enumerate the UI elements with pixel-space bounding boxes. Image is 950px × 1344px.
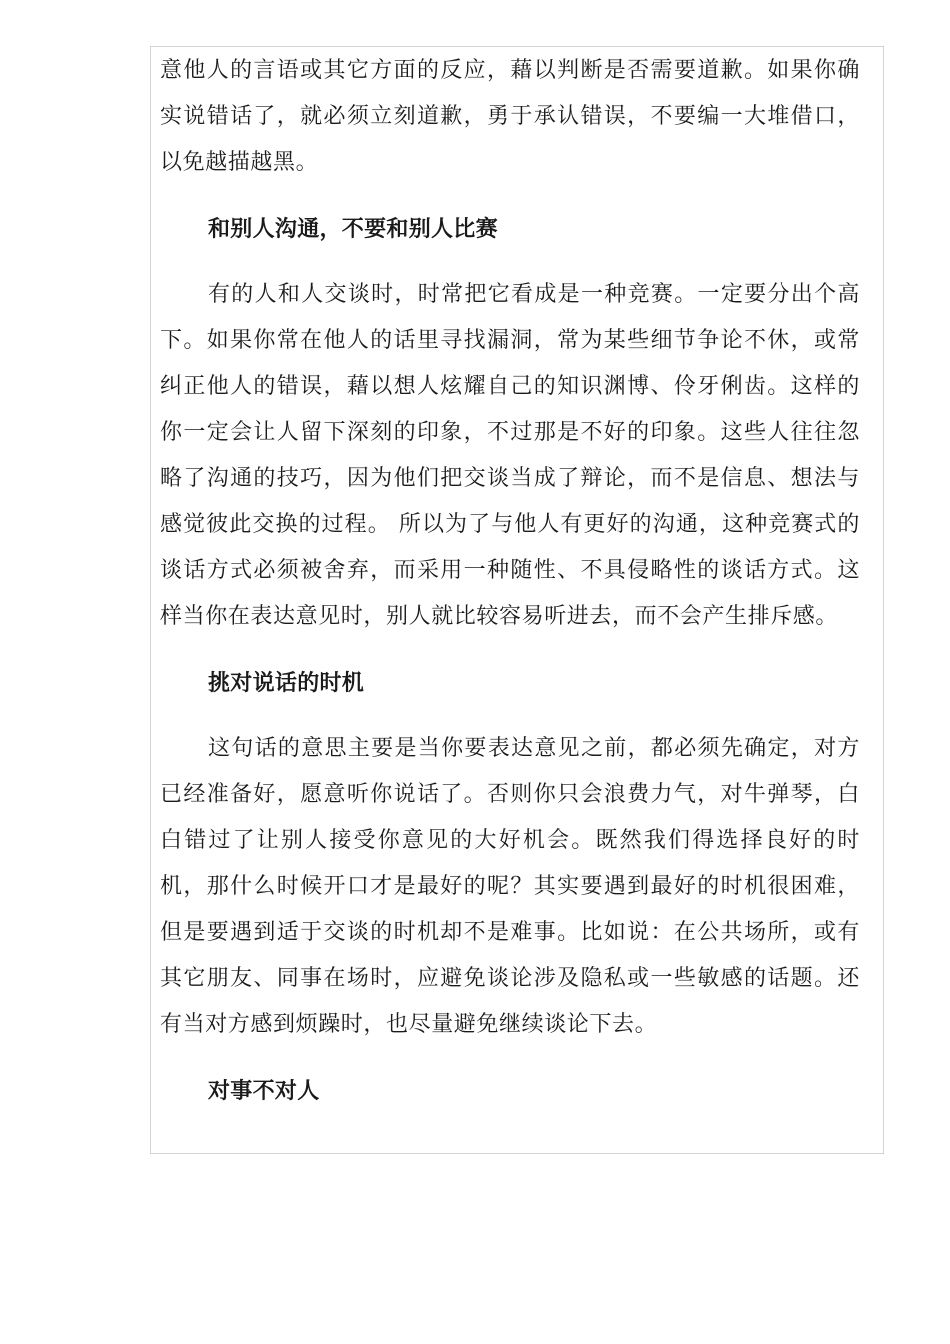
- section-heading-timing: 挑对说话的时机: [208, 670, 365, 696]
- paragraph-spacer: [160, 640, 860, 660]
- paragraph-timing: 这句话的意思主要是当你要表达意见之前，都必须先确定，对方已经准备好，愿意听你说话了。否则你只会浪费力气，对牛弹琴，白白错过了让别人接受你意见的大好机会。既然我们得选择良好的时机，那什么时候开口才是最好的呢？其实要遇到最好的时机很困难，但是要遇到适于交谈的时机却不是难事。比如说：在公共场所，或有其它朋友、同事在场时，应避免谈论涉及隐私或一些敏感的话题。还有当对方感到烦躁时，也尽量避免继续谈论下去。: [160, 736, 860, 1037]
- document-body: [160, 48, 860, 1114]
- section-heading-issue-not-person: 对事不对人: [208, 1078, 320, 1104]
- paragraph-spacer: [160, 706, 860, 726]
- paragraph-spacer: [160, 186, 860, 206]
- paragraph-apology-continuation: 意他人的言语或其它方面的反应，藉以判断是否需要道歉。如果你确实说错话了，就必须立刻道歉，勇于承认错误，不要编一大堆借口，以免越描越黑。: [160, 58, 860, 175]
- section-heading-communicate-not-compete: 和别人沟通，不要和别人比赛: [208, 216, 498, 242]
- paragraph-competition: 有的人和人交谈时，时常把它看成是一种竞赛。一定要分出个高下。如果你常在他人的话里寻找漏洞，常为某些细节争论不休，或常纠正他人的错误，藉以想人炫耀自己的知识渊博、伶牙俐齿。这样的你一定会让人留下深刻的印象，不过那是不好的印象。这些人往往忽略了沟通的技巧，因为他们把交谈当成了辩论，而不是信息、想法与感觉彼此交换的过程。 所以为了与他人有更好的沟通，这种竞赛式的谈话方式必须被舍弃，而采用一种随性、不具侵略性的谈话方式。这样当你在表达意见时，别人就比较容易听进去，而不会产生排斥感。: [160, 282, 860, 629]
- paragraph-spacer: [160, 252, 860, 272]
- paragraph-spacer: [160, 1048, 860, 1068]
